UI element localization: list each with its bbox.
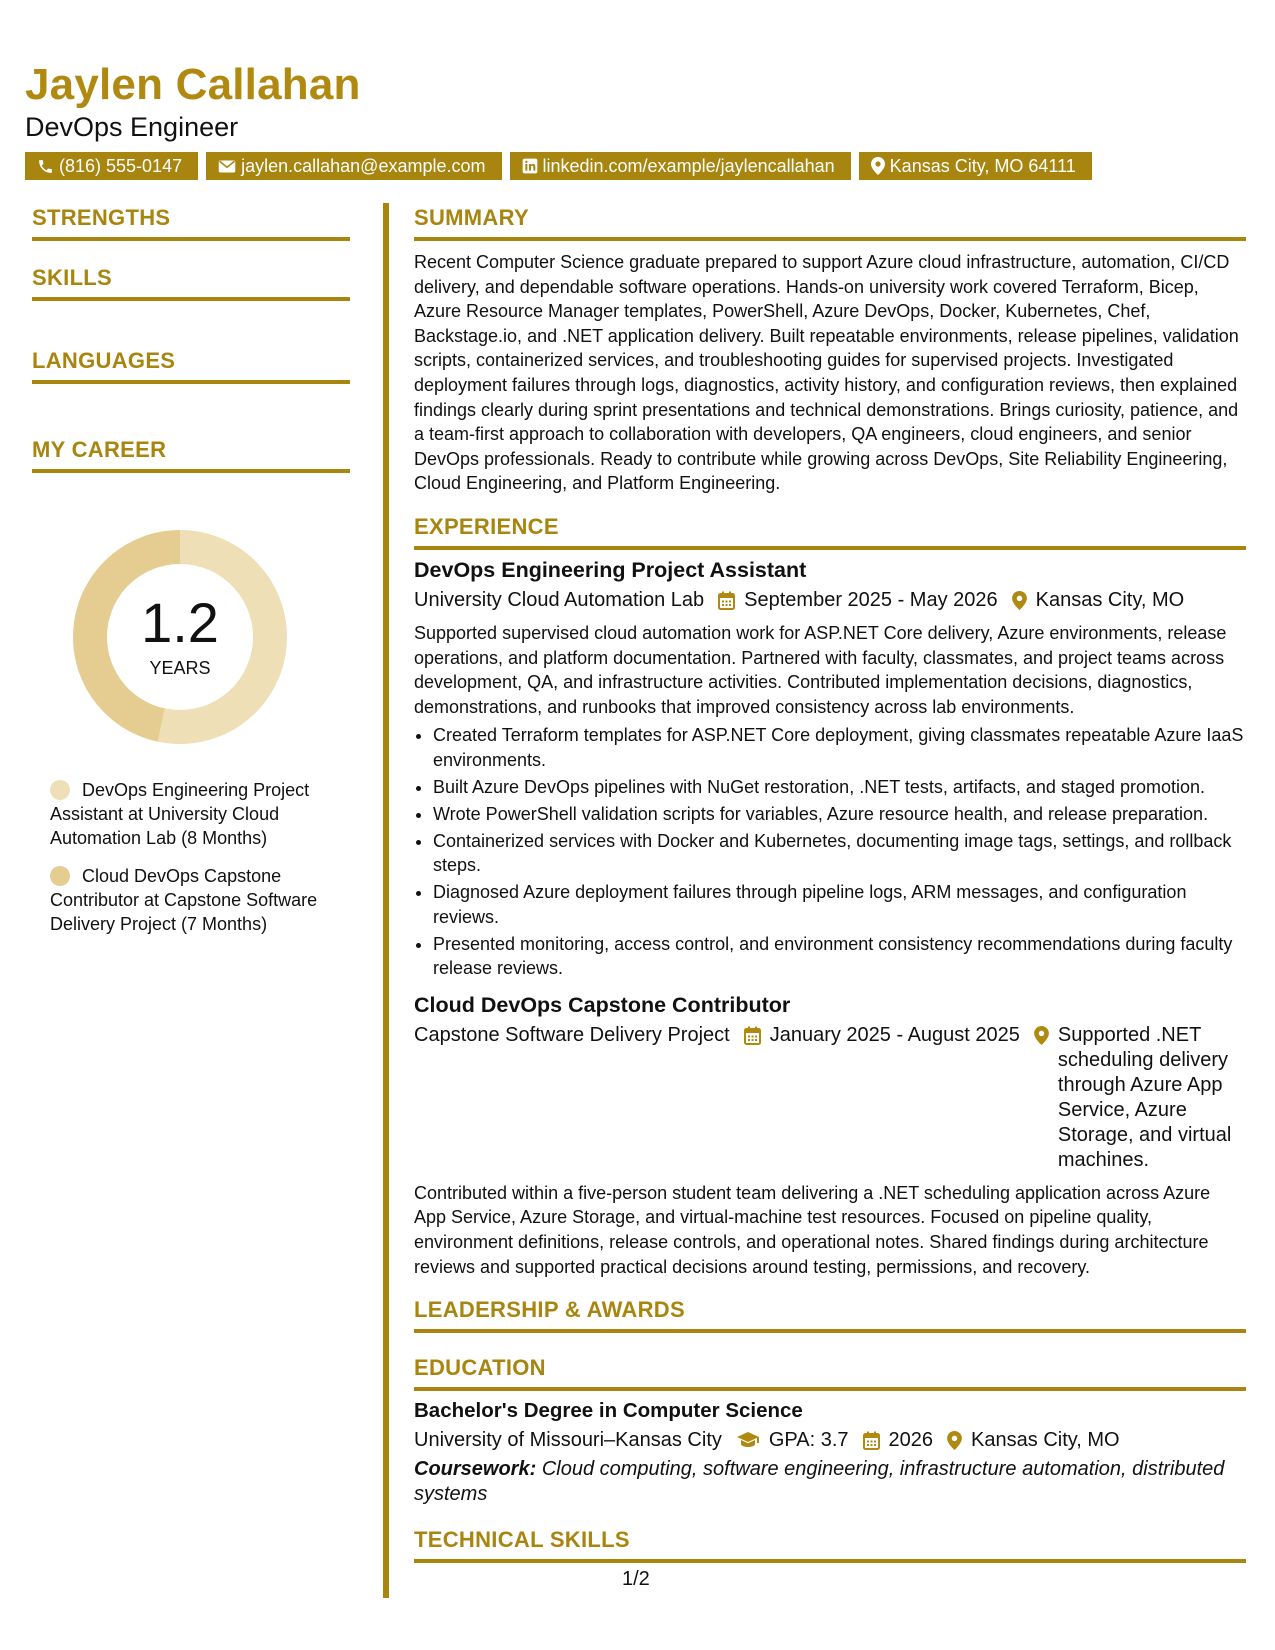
map-pin-icon: [1012, 591, 1027, 610]
career-years-label: YEARS: [149, 658, 211, 678]
skills-heading: SKILLS: [32, 265, 350, 301]
contact-phone[interactable]: [25, 152, 198, 180]
job-org: Capstone Software Delivery Project: [414, 1023, 730, 1046]
bullet-item: • Built Azure DevOps pipelines with NuGet restoration, .NET tests, artifacts, and staged promotion.: [433, 775, 1246, 800]
strengths-heading: STRENGTHS: [32, 205, 350, 241]
graduation-year: 2026: [888, 1429, 934, 1452]
job-location: Supported .NET scheduling delivery through Azure App Service, Azure Storage, and virtual machines.: [1057, 1023, 1232, 1171]
legend-label: DevOps Engineering Project Assistant at University Cloud Automation Lab (8 Months): [50, 780, 310, 848]
leadership-heading: LEADERSHIP & AWARDS: [414, 1297, 1246, 1333]
job-org: University Cloud Automation Lab: [414, 588, 705, 611]
technical-skills-heading: TECHNICAL SKILLS: [414, 1527, 1246, 1563]
job-title: Cloud DevOps Capstone Contributor: [414, 992, 791, 1017]
career-legend-item: [50, 864, 330, 936]
coursework-label: Coursework:: [414, 1458, 537, 1481]
coursework-text: Cloud computing, software engineering, infrastructure automation, distributed systems: [414, 1458, 1225, 1506]
email-text: jaylen.callahan@example.com: [241, 156, 486, 176]
legend-label: Cloud DevOps Capstone Contributor at Capstone Software Delivery Project (7 Months): [50, 866, 318, 934]
calendar-icon: [718, 591, 735, 610]
legend-swatch: [50, 866, 70, 886]
bullet-item: • Containerized services with Docker and Kubernetes, documenting image tags, settings, and rollback steps.: [433, 829, 1246, 878]
career-years-value: 1.2: [141, 591, 219, 654]
page-number: 1/2: [622, 1568, 650, 1590]
summary-heading: SUMMARY: [414, 205, 1246, 241]
experience-heading: EXPERIENCE: [414, 514, 1246, 550]
contact-location: [859, 152, 1092, 180]
graduation-cap-icon: [736, 1431, 760, 1448]
contact-bar: [25, 152, 1092, 180]
job-dates: September 2025 - May 2026: [744, 588, 998, 611]
school-name: University of Missouri–Kansas City: [414, 1429, 722, 1452]
job-location: Kansas City, MO: [1035, 588, 1185, 611]
job-meta: [414, 1023, 1246, 1173]
career-heading: MY CAREER: [32, 437, 350, 473]
experience-entry: [414, 558, 1246, 981]
map-pin-icon: [871, 157, 885, 175]
school-location: Kansas City, MO: [971, 1429, 1120, 1452]
location-text: Kansas City, MO 64111: [889, 156, 1076, 176]
coursework: [414, 1457, 1246, 1507]
map-pin-icon: [1034, 1026, 1049, 1045]
job-meta: [414, 588, 1246, 613]
contact-linkedin[interactable]: [510, 152, 851, 180]
job-description: Contributed within a five-person student team delivering a .NET scheduling application across Azure App Service, Azure Storage, and virtual-machine test resources. Focused on pipeline quality, environment definitions, release controls, and operational notes. Shared findings during architecture reviews and supported practical decisions around testing, permissions, and recovery.: [414, 1182, 1211, 1277]
job-title: DevOps Engineering Project Assistant: [414, 557, 807, 582]
job-bullets: [414, 723, 1246, 981]
candidate-title: DevOps Engineer: [25, 112, 239, 142]
summary-text: Recent Computer Science graduate prepared to support Azure cloud infrastructure, automation, CI/CD delivery, and dependable software operations. Hands-on university work covered Terraform, Bicep, Azure Resource Manager templates, PowerShell, Azure DevOps, Docker, Kubernetes, Chef, Backstage.io, and .NET application delivery. Built repeatable environments, release pipelines, validation scripts, containerized services, and troubleshooting guides for supervised projects. Investigated deployment failures through logs, diagnostics, activity history, and configuration reviews, then explained findings clearly during sprint presentations and technical demonstrations. Brings curiosity, patience, and a team-first approach to collaboration with developers, QA engineers, cloud engineers, and senior DevOps professionals. Ready to contribute while growing across DevOps, Site Reliability Engineering, Cloud Engineering, and Platform Engineering.: [414, 252, 1239, 494]
career-donut-chart: [65, 522, 295, 752]
main-content: [414, 205, 1246, 1563]
sidebar: [32, 205, 352, 473]
calendar-icon: [744, 1026, 761, 1045]
linkedin-text: linkedin.com/example/jaylencallahan: [542, 156, 835, 176]
experience-entry: [414, 993, 1246, 1279]
education-meta: [414, 1428, 1246, 1453]
column-divider: [383, 203, 389, 1598]
career-legend-item: [50, 778, 330, 850]
languages-heading: LANGUAGES: [32, 348, 350, 384]
gpa: GPA: 3.7: [768, 1429, 849, 1452]
bullet-item: • Wrote PowerShell validation scripts for variables, Azure resource health, and release preparation.: [433, 802, 1246, 827]
job-description: Supported supervised cloud automation work for ASP.NET Core delivery, Azure environments, release operations, and platform documentation. Partnered with faculty, classmates, and project teams across development, QA, and infrastructure activities. Contributed implementation decisions, diagnostics, demonstrations, and runbooks that improved consistency across lab environments.: [414, 622, 1227, 717]
candidate-name: Jaylen Callahan: [25, 60, 361, 109]
calendar-icon: [863, 1431, 880, 1450]
degree-title: Bachelor's Degree in Computer Science: [414, 1399, 803, 1423]
contact-email[interactable]: [206, 152, 501, 180]
legend-swatch: [50, 780, 70, 800]
linkedin-icon: [522, 158, 538, 174]
envelope-icon: [218, 159, 236, 174]
phone-icon: [37, 158, 54, 175]
bullet-item: • Created Terraform templates for ASP.NET Core deployment, giving classmates repeatable Azure IaaS environments.: [433, 723, 1246, 772]
education-heading: EDUCATION: [414, 1355, 1246, 1391]
job-dates: January 2025 - August 2025: [769, 1023, 1020, 1046]
education-entry: [414, 1399, 1246, 1507]
phone-text: (816) 555-0147: [59, 156, 183, 176]
bullet-item: • Presented monitoring, access control, and environment consistency recommendations during faculty release reviews.: [433, 932, 1246, 981]
bullet-item: • Diagnosed Azure deployment failures through pipeline logs, ARM messages, and configuration reviews.: [433, 880, 1246, 929]
map-pin-icon: [947, 1431, 962, 1450]
